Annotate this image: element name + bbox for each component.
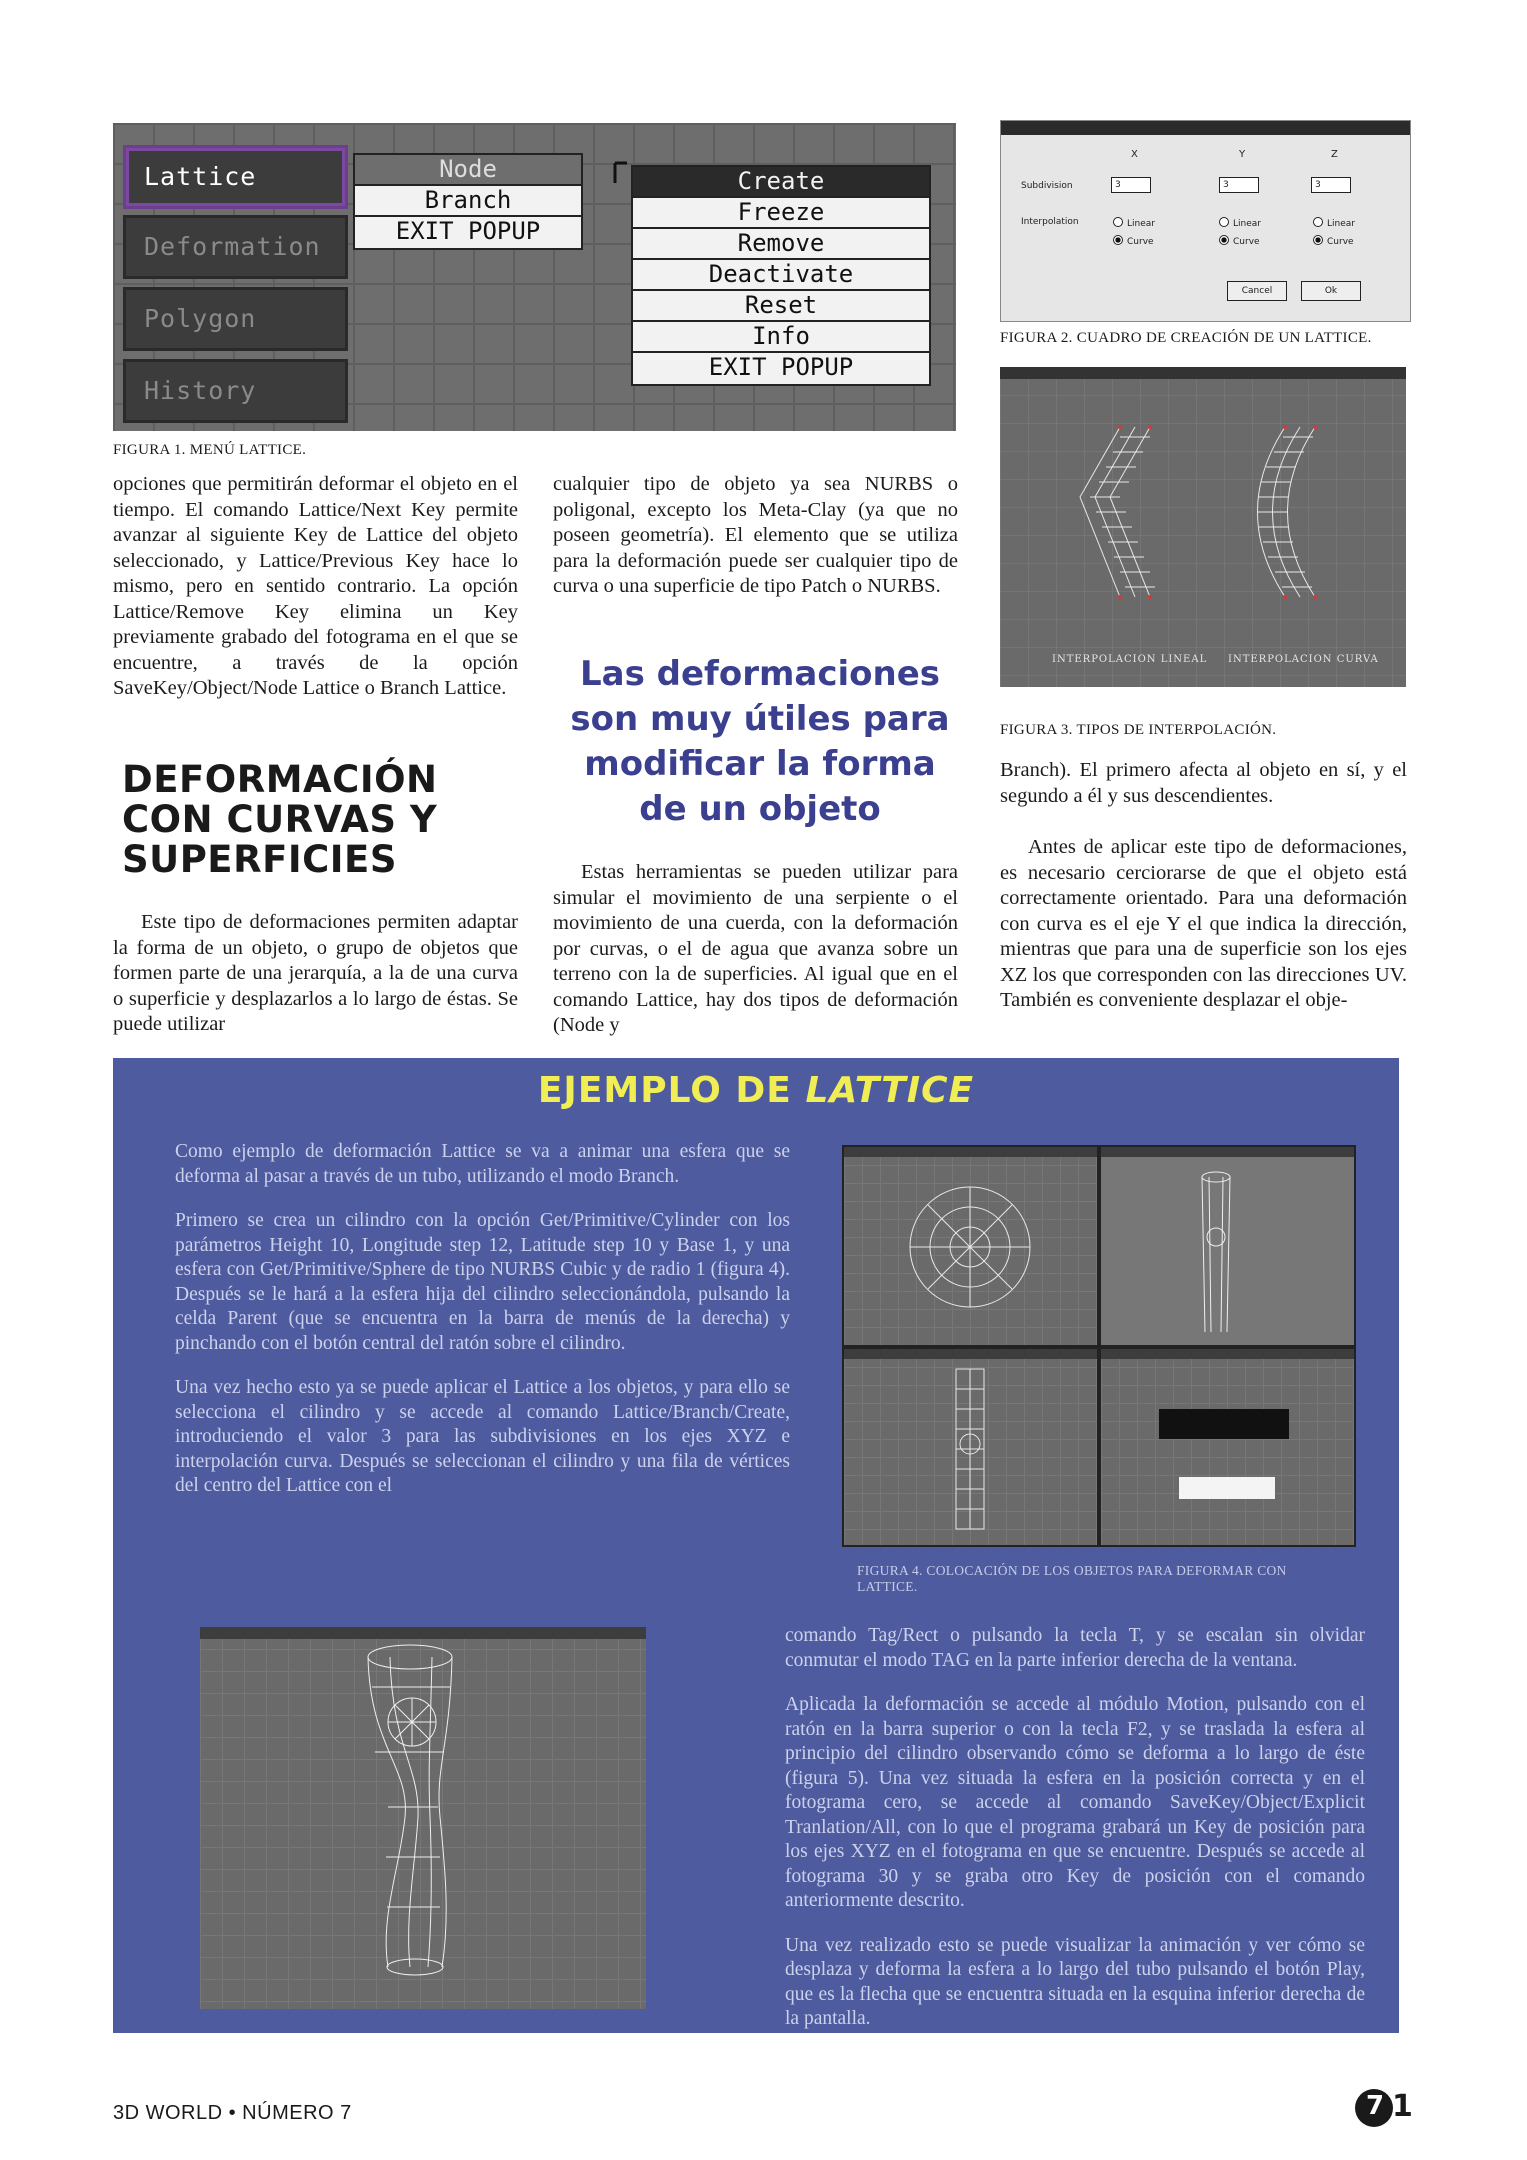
popup-item-remove: Remove [633,229,929,260]
popup-lattice-actions [631,165,931,386]
paragraph: Estas herramientas se pueden utilizar para simular el movimiento de una serpiente o el movimiento de una cuerda, con la deformación por curvas, o el de agua que avanza sobre un terreno con la de superficies. Al igual que en el comando Lattice, hay dos tipos de deformación (Node y [553,861,958,1036]
radio-on-icon [1113,235,1123,245]
label-linear-interpolation: INTERPOLACION LINEAL [1052,654,1208,665]
viewport-top [844,1147,1097,1345]
page-number-digit-second: 1 [1392,2089,1413,2124]
page-number-badge [1354,2085,1412,2131]
paragraph: Como ejemplo de deformación Lattice se va a animar una esfera que se deforma al pasar a través de un tubo, utilizando el modo Branch. [175,1141,790,1187]
subdivision-x-field[interactable]: 3 [1111,177,1151,193]
paragraph: comando Tag/Rect o pulsando la tecla T, y se escalan sin olvidar conmutar el modo TAG en la parte inferior derecha de la ventana. [785,1625,1365,1671]
radio-on-icon [1313,235,1323,245]
popup-node-branch [353,153,583,250]
menu-button-deformation: Deformation [123,215,348,279]
figure-4-viewports [842,1145,1356,1547]
paragraph: Este tipo de deformaciones permiten adaptar la forma de un objeto, o grupo de objetos que formen parte de una jerarquía, a la de una curva o superficie y desplazarlos a lo largo de éstas. Se puede utilizar [113,911,518,1035]
paragraph: opciones que permitirán deformar el objeto en el tiempo. El comando Lattice/Next Key permite avanzar al siguiente Key de Lattice del objeto seleccionado, y Lattice/Previous Key hace lo mismo, pero en sentido contrario. La opción Lattice/Remove Key elimina un Key previamente grabado del fotograma en el que se encuentre, a través de la opción SaveKey/Object/Node Lattice o Branch Lattice. [113,473,518,699]
popup-item-reset: Reset [633,291,929,322]
column-2-text-lower [553,860,958,1039]
column-header-y: Y [1239,149,1246,160]
figure-3-caption: FIGURA 3. TIPOS DE INTERPOLACIÓN. [1000,722,1277,738]
y-curve-radio[interactable]: Curve [1219,235,1260,247]
cylinder-top-view [844,1147,1097,1345]
figure-5-deformation [200,1627,646,2009]
viewport-front [844,1349,1097,1545]
magazine-footer: 3D WORLD • NÚMERO 7 [113,2102,352,2124]
subdivision-label: Subdivision [1021,181,1073,191]
viewport-perspective [1101,1147,1354,1345]
interpolation-label: Interpolation [1021,217,1079,227]
paragraph: Primero se crea un cilindro con la opción Get/Primitive/Cylinder con los parámetros Height 10, Longitude step 12, Latitude step 10 y Base 1, y una esfera con Get/Primitive/Sphere de tipo NURBS Cubic y de radio 1 (figura 4). Después se le hará a la esfera hija del cilindro seleccionándola, pulsando la celda Parent (que se encuentra en la barra de menús de la derecha) y pinchando con el botón central del ratón sobre el cilindro. [175,1210,790,1354]
figure-3-interpolation-screenshot [1000,367,1406,687]
z-linear-radio[interactable]: Linear [1313,217,1355,229]
paragraph: Una vez realizado esto se puede visualizar la animación y ver cómo se desplaza y deforma la esfera a lo largo del tubo pulsando el botón Play, que es la flecha que se encuentra situada en la esquina inferior derecha de la pantalla. [785,1934,1365,2029]
pull-quote: Las deformaciones son muy útiles para modificar la forma de un objeto [570,654,950,829]
column-2-text [553,472,958,600]
popup-item-branch: Branch [355,186,581,217]
popup-item-deactivate: Deactivate [633,260,929,291]
column-1-text-lower [113,910,518,1038]
lattice-shapes-illustration [1000,367,1406,687]
column-header-z: Z [1331,149,1338,160]
popup-item-node: Node [355,155,581,186]
viewport-side [1101,1349,1354,1545]
column-3-text [1000,758,1407,1014]
figure-2-caption: FIGURA 2. CUADRO DE CREACIÓN DE UN LATTICE. [1000,330,1372,346]
popup-item-create: Create [633,167,929,198]
label-curve-interpolation: INTERPOLACION CURVA [1228,654,1379,665]
popup-item-info: Info [633,322,929,353]
deformed-cylinder-illustration [200,1627,646,2009]
column-1-text [113,472,518,702]
figure-2-create-lattice-dialog [1000,120,1411,322]
popup-item-exit-popup: EXIT POPUP [708,353,854,381]
menu-button-lattice: Lattice [123,145,348,209]
page-number-digit-first: 7 [1365,2091,1385,2121]
radio-off-icon [1113,217,1123,227]
box-left-text [175,1140,790,1519]
column-header-x: X [1131,149,1138,160]
box-right-text [785,1624,1365,2052]
cancel-button[interactable]: Cancel [1227,281,1287,301]
box-title: EJEMPLO DE LATTICE [537,1070,975,1111]
x-linear-radio[interactable]: Linear [1113,217,1155,229]
radio-off-icon [1219,217,1229,227]
paragraph: Una vez hecho esto ya se puede aplicar el Lattice a los objetos, y para ello se selecciona el cilindro y se accede al comando Lattice/Branch/Create, introduciendo el valor 3 para las subdivisiones en los ejes XYZ e interpolación curva. Después se seleccionan el cilindro y una fila de vértices del centro del Lattice con el [175,1377,790,1496]
ok-button[interactable]: Ok [1301,281,1361,301]
paragraph: Branch). El primero afecta al objeto en sí, y el segundo a él y sus descendientes. [1000,759,1407,807]
radio-on-icon [1219,235,1229,245]
dialog-titlebar [1001,121,1410,135]
popup-item-freeze: Freeze [633,198,929,229]
paragraph: Antes de aplicar este tipo de deformaciones, es necesario cerciorarse de que el objeto está correctamente orientado. Para una deformación con curva es el eje Y el que indica la dirección, mientras que para una de superficie son los ejes XZ los que corresponden con las direcciones UV. También es conveniente desplazar el obje- [1000,836,1407,1011]
subdivision-y-field[interactable]: 3 [1219,177,1259,193]
section-heading: DEFORMACIÓN CON CURVAS Y SUPERFICIES [122,758,438,881]
x-curve-radio[interactable]: Curve [1113,235,1154,247]
z-curve-radio[interactable]: Curve [1313,235,1354,247]
figure-1-caption: FIGURA 1. MENÚ LATTICE. [113,442,307,458]
y-linear-radio[interactable]: Linear [1219,217,1261,229]
paragraph: cualquier tipo de objeto ya sea NURBS o poligonal, excepto los Meta-Clay (ya que no poseen geometría). El elemento que se utiliza para la deformación puede ser cualquier tipo de curva o una superficie de tipo Patch o NURBS. [553,473,958,597]
figure-4-caption: FIGURA 4. COLOCACIÓN DE LOS OBJETOS PARA DEFORMAR CON LATTICE. [857,1563,1287,1594]
figure-1-lattice-menu [113,123,956,431]
radio-off-icon [1313,217,1323,227]
cylinder-front-view [844,1349,1097,1545]
cylinder-perspective-view [1101,1147,1354,1345]
mouse-cursor-icon [613,161,633,187]
menu-button-polygon: Polygon [123,287,348,351]
popup-item-exit: EXIT POPUP [395,217,541,245]
paragraph: Aplicada la deformación se accede al módulo Motion, pulsando con el ratón en la barra superior o con la tecla F2, y se traslada la esfera al principio del cilindro observando cómo se deforma a lo largo de éste (figura 5). Una vez situada la esfera en la posición correcta y en el fotograma cero, se accede al comando SaveKey/Object/Explicit Tranlation/All, con lo que el programa grabará un Key de posición para los ejes XYZ en el fotograma en que se encuentre. Después se accede al fotograma 30 y se graba otro Key de posición con el comando anteriormente descrito. [785,1694,1365,1911]
subdivision-z-field[interactable]: 3 [1311,177,1351,193]
menu-button-history: History [123,359,348,423]
